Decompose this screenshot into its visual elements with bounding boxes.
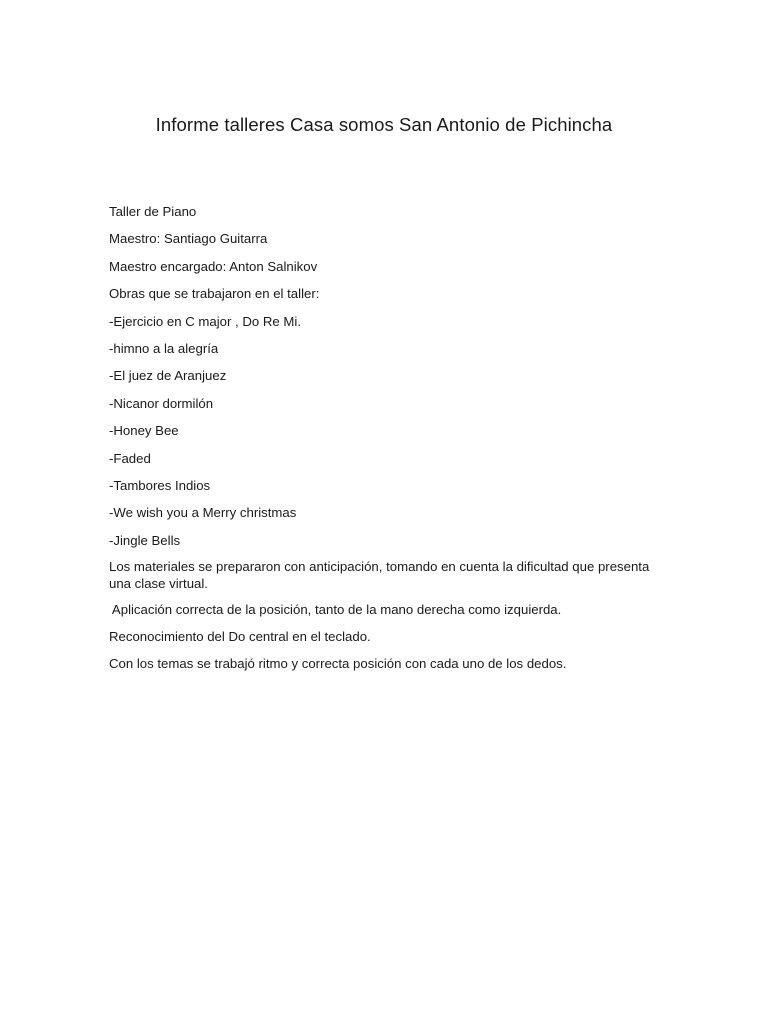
note-paragraph: Los materiales se prepararon con anticipación, tomando en cuenta la dificultad que presenta una clase virtual. [109, 558, 650, 591]
note-paragraph: Reconocimiento del Do central en el teclado. [109, 629, 371, 645]
work-item: -himno a la alegría [109, 340, 219, 356]
work-item: -Nicanor dormilón [109, 395, 214, 411]
work-item: -Jingle Bells [109, 532, 181, 548]
work-item: -Ejercicio en C major , Do Re Mi. [109, 313, 301, 329]
work-item: -Honey Bee [109, 423, 179, 439]
work-item: -We wish you a Merry christmas [109, 505, 297, 521]
work-item: -El juez de Aranjuez [109, 368, 227, 384]
work-item: -Faded [109, 450, 151, 466]
note-paragraph: Aplicación correcta de la posición, tanto de la mano derecha como izquierda. [109, 601, 562, 617]
work-item: -Tambores Indios [109, 477, 211, 493]
teacher-line: Maestro: Santiago Guitarra [109, 231, 268, 247]
note-paragraph: Con los temas se trabajó ritmo y correcta posición con cada uno de los dedos. [109, 656, 567, 672]
document-body [109, 203, 669, 683]
workshop-name: Taller de Piano [109, 204, 197, 219]
document-title: Informe talleres Casa somos San Antonio de Pichincha [155, 114, 613, 135]
works-heading: Obras que se trabajaron en el taller: [109, 286, 320, 302]
teacher-in-charge-line: Maestro encargado: Anton Salnikov [109, 258, 318, 274]
